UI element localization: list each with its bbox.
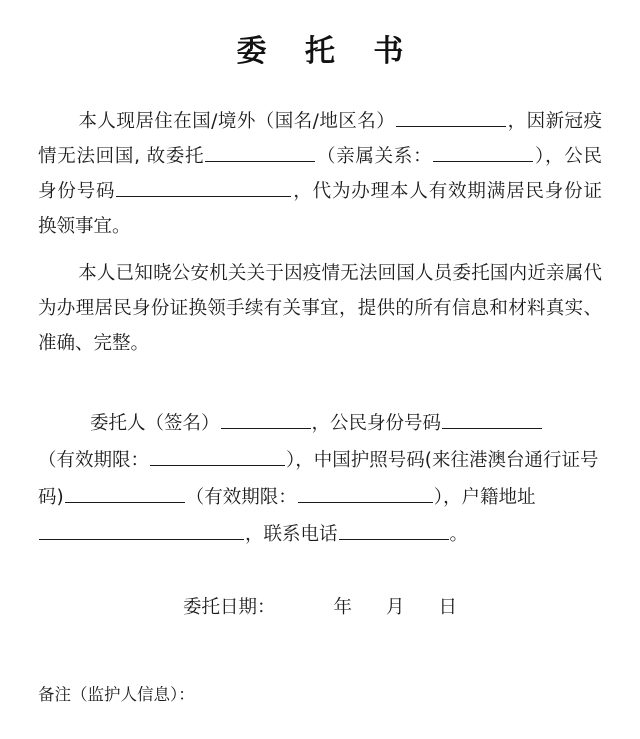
date-label: 委托日期： xyxy=(182,597,276,618)
field-trustee-id-number[interactable] xyxy=(116,179,291,197)
field-signature[interactable] xyxy=(221,411,311,429)
paragraph-authorization xyxy=(38,104,602,244)
clause-id-label: 公民身份号码 xyxy=(38,146,602,202)
acknowledgement-text: 本人已知晓公安机关关于因疫情无法回国人员委托国内近亲属代为办理居民身份证换领手续有关事宜，提供的所有信息和材料真实、准确、完整。 xyxy=(38,263,602,354)
document-page xyxy=(0,26,640,739)
paragraph-acknowledgement xyxy=(38,256,602,361)
clause-relation-close: ）， xyxy=(534,146,565,167)
remark-label: 备注（监护人信息）： xyxy=(38,685,195,704)
field-household-address[interactable] xyxy=(39,522,244,540)
page-title: 委 托 书 xyxy=(236,34,418,69)
field-relationship[interactable] xyxy=(433,144,533,162)
date-month-unit: 月 xyxy=(386,597,405,618)
household-address-label: ），户籍地址 xyxy=(433,487,536,508)
date-year-unit: 年 xyxy=(333,597,352,618)
clause-residence-text: 本人现居住在国/境外（国名/地区名） xyxy=(78,111,396,132)
signature-label: 委托人（签名） xyxy=(90,413,220,434)
signature-block xyxy=(38,405,602,553)
field-country-region[interactable] xyxy=(396,109,506,127)
field-id-validity[interactable] xyxy=(150,448,285,466)
passport-label: ），中国护照号码(来往港澳台通行证号码) xyxy=(38,450,599,508)
signature-end-punctuation: 。 xyxy=(449,524,469,545)
phone-label: ，联系电话 xyxy=(245,524,338,545)
signer-id-label: ，公民身份号码 xyxy=(311,413,442,434)
date-day-unit: 日 xyxy=(438,597,458,618)
validity-label-2: （有效期限： xyxy=(185,487,297,508)
clause-relation-label: （亲属关系： xyxy=(316,146,433,167)
date-line xyxy=(38,593,602,619)
clause-purpose-text: ，代为办理本人有效期满居民身份证换领事宜。 xyxy=(38,181,602,237)
validity-label-1: （有效期限： xyxy=(38,450,150,471)
field-passport-number[interactable] xyxy=(65,485,185,503)
field-passport-validity[interactable] xyxy=(298,485,433,503)
field-signer-id-number[interactable] xyxy=(442,411,542,429)
field-phone-number[interactable] xyxy=(339,522,449,540)
clause-epidemic-text: ，因新冠疫情无法回国, 故委托 xyxy=(38,111,602,167)
field-trustee-name[interactable] xyxy=(205,144,315,162)
